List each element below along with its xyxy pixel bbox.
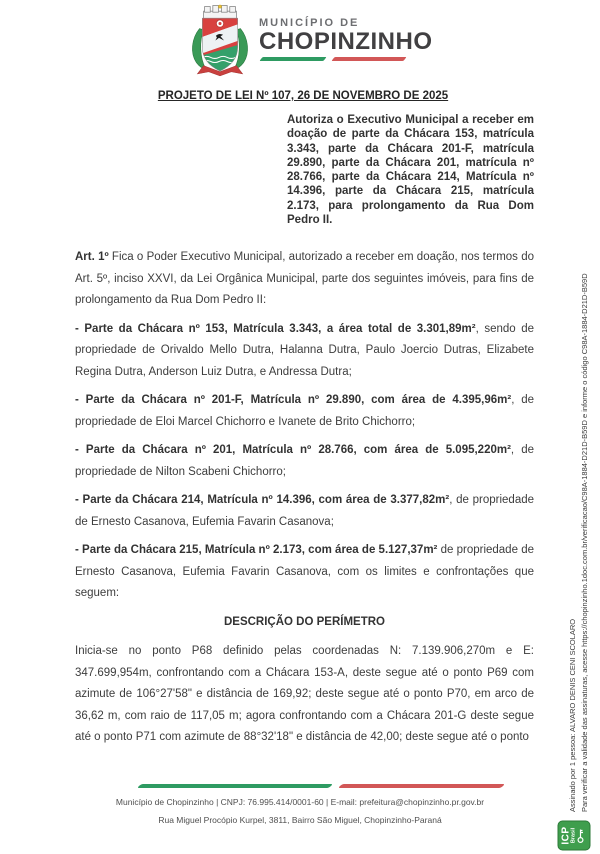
signature-sidebar [567, 252, 590, 812]
footer-address-line: Rua Miguel Procópio Kurpel, 3811, Bairro São Miguel, Chopinzinho-Paraná [158, 815, 442, 825]
city-name: CHOPINZINHO [259, 28, 433, 55]
property-item-3-bold: - Parte da Chácara nº 201, Matrícula nº 28.766, com área de 5.095,220m² [75, 444, 511, 456]
key-icon [577, 828, 585, 844]
signature-signer-line: Assinado por 1 pessoa: ALVARO DENIS CENI SCOLARO [568, 618, 577, 812]
perimeter-heading: DESCRIÇÃO DO PERÍMETRO [223, 615, 385, 628]
green-stripe [259, 57, 326, 61]
property-item-1 [75, 319, 534, 384]
property-item-5 [75, 540, 534, 605]
property-item-4 [75, 490, 534, 533]
article-1-label: Art. 1º [75, 251, 109, 263]
property-item-2-bold: - Parte da Chácara nº 201-F, Matrícula nº 29.890, com área de 4.395,96m² [75, 394, 512, 406]
footer-bars [0, 783, 600, 789]
document-body [75, 247, 534, 756]
article-1-paragraph [75, 247, 534, 312]
article-1-text: Fica o Poder Executivo Municipal, autorizado a receber em doação, nos termos do Art. 5º, inciso XXVI, da Lei Orgânica Municipal, parte dos seguintes imóveis, para fins de prolongamento da Rua Dom Pedro II: [75, 251, 534, 306]
letterhead [188, 4, 433, 80]
icp-brasil-logo [558, 821, 591, 851]
coat-of-arms-icon [188, 4, 252, 80]
footer-green-bar [137, 784, 333, 788]
property-item-5-bold: - Parte da Chácara 215, Matrícula nº 2.173, com área de 5.127,37m² [75, 544, 438, 556]
property-item-4-rest: , de propriedade de Ernesto Casanova, Eufemia Favarin Casanova; [75, 494, 535, 528]
document-title: PROJETO DE LEI Nº 107, 26 DE NOVEMBRO DE 2025 [157, 90, 449, 102]
red-stripe [331, 57, 406, 61]
icp-brasil-label: Brasil [570, 827, 577, 844]
footer-contact-line: Município de Chopinzinho | CNPJ: 76.995.414/0001-60 | E-mail: prefeitura@chopinzinho.pr.gov.br [115, 797, 485, 807]
footer-red-bar [338, 784, 505, 788]
signature-verification-line: Para verificar a validade das assinaturas, acesse https://chopinzinho.1doc.com.br/verificacao/C98A-1884-D21D-B59D e informe o código C98A-1884-D21D-B59D [579, 273, 589, 812]
ementa-paragraph: Autoriza o Executivo Municipal a receber em doação de parte da Chácara 153, matrícula 3.343, parte da Chácara 201-F, matrícula 29.890, parte da Chácara 201, matrícula nº 28.766, parte da Chácara 214, Matrícula nº 14.396, parte da Chácara 215, matrícula 2.173, para prolongamento da Rua Dom Pedro II. [287, 114, 534, 227]
municipality-label: MUNICÍPIO DE [259, 17, 360, 29]
brand-block [259, 4, 433, 80]
property-item-4-bold: - Parte da Chácara 214, Matrícula nº 14.396, com área de 3.377,82m² [75, 494, 450, 506]
property-item-2-rest: , de propriedade de Eloi Marcel Chichorro e Ivanete de Brito Chichorro; [75, 394, 535, 428]
brand-stripes [261, 57, 433, 61]
perimeter-paragraph: Inicia-se no ponto P68 definido pelas coordenadas N: 7.139.906,270m e E: 347.699,954m, confrontando com a Chácara 153-A, deste segue até o ponto P69 com azimute de 106°27'58" e distância de 169,92; deste segue até o ponto P70, em arco de 36,62 m, com raio de 117,05 m; agora confrontando com a Chácara 201-G deste segue até o ponto P71 com azimute de 88°32'18" e distância de 42,00; deste segue até o ponto [75, 645, 534, 743]
icp-label: ICP [560, 826, 572, 845]
property-item-1-bold: - Parte da Chácara nº 153, Matrícula 3.343, a área total de 3.301,89m² [75, 322, 476, 335]
page-footer [0, 783, 600, 825]
property-item-5-rest: de propriedade de Ernesto Casanova, Eufemia Favarin Casanova, com os limites e confrontações que seguem: [75, 544, 534, 599]
property-item-2 [75, 390, 534, 433]
property-item-3-rest: , de propriedade de Nilton Scabeni Chichorro; [75, 444, 534, 478]
property-item-1-rest: , sendo de propriedade de Orivaldo Mello Dutra, Halanna Dutra, Paulo Joercio Dutras, Elizabete Regina Dutra, Anderson Luiz Dutra, e Andressa Dutra; [75, 322, 534, 378]
property-item-3 [75, 440, 534, 483]
